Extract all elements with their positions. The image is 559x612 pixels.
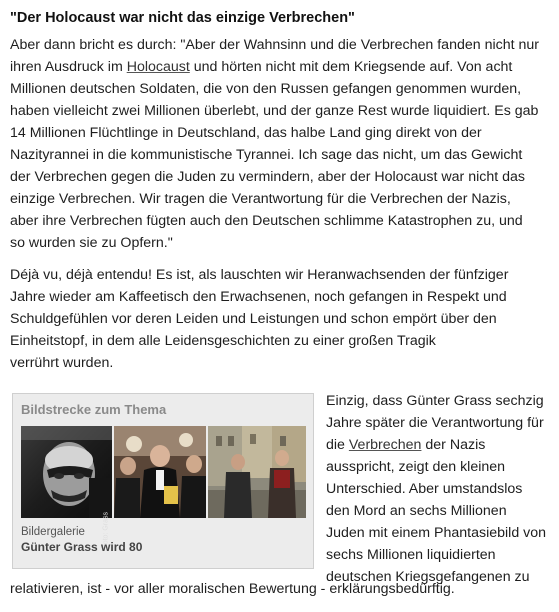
text-fragment: der Nazis bbox=[421, 437, 486, 453]
text-line: Jahre wieder am Kaffeetisch den Erwachsenen, noch gefangen in Respekt und bbox=[10, 289, 507, 305]
ceremony-photo-image bbox=[114, 426, 206, 518]
text-line: sechs Millionen liquidierten bbox=[326, 547, 496, 563]
text-line: verrührt wurden. bbox=[10, 355, 114, 371]
text-line: ausspricht, zeigt den kleinen bbox=[326, 459, 506, 475]
text-fragment: die bbox=[326, 437, 349, 453]
gallery-title-link[interactable]: Günter Grass wird 80 bbox=[21, 540, 143, 554]
text-line: der Verbrechen gegen die Juden zu vermindern, aber der Holocaust war nicht das bbox=[10, 169, 525, 185]
text-line bbox=[10, 56, 539, 78]
text-line: den Mord an sechs Millionen bbox=[326, 503, 507, 519]
text-line: Schuldgefühlen vor deren Leiden und Leistungen und schon empört über den bbox=[10, 311, 497, 327]
text-fragment: ihren Ausdruck im bbox=[10, 59, 127, 75]
text-line: 14 Millionen Flüchtlinge in Deutschland, das halbe Land ging direkt von der bbox=[10, 125, 482, 141]
holocaust-link[interactable]: Holocaust bbox=[126, 59, 190, 75]
text-line: einzige Verbrechen. Wir tragen die Verantwortung für die Verbrechen der Nazis, bbox=[10, 191, 511, 207]
text-line: Millionen deutschen Soldaten, die von den Russen gefangen genommen wurden, bbox=[10, 81, 522, 97]
paragraph-3-continued bbox=[10, 578, 455, 600]
text-line: haben vielleicht zwei Millionen überlebt, und der ganze Rest wurde liquidiert. Es gab bbox=[10, 103, 539, 119]
text-line: Jahre später die Verantwortung für bbox=[326, 415, 544, 431]
portrait-photo-image bbox=[21, 426, 112, 518]
text-line: so wurden sie zu Opfern." bbox=[10, 235, 173, 251]
text-line: Unterschied. Aber umstandslos bbox=[326, 481, 523, 497]
text-line: aber ihre Verbrechen fügten auch den Deutschen schlimme Katastrophen zu, und bbox=[10, 213, 523, 229]
headline: "Der Holocaust war nicht das einzige Verbrechen" bbox=[10, 10, 355, 26]
gallery-box[interactable] bbox=[12, 393, 314, 569]
gallery-thumbnail-street[interactable] bbox=[208, 426, 306, 518]
text-fragment: und hörten nicht mit dem Kriegsende auf. Von acht bbox=[189, 59, 513, 75]
text-line: relativieren, ist - vor aller moralischen Bewertung - erklärungsbedürftig. bbox=[10, 581, 455, 597]
paragraph-1 bbox=[10, 34, 539, 254]
paragraph-2 bbox=[10, 264, 508, 374]
text-line: Einzig, dass Günter Grass sechzig bbox=[326, 393, 544, 409]
street-photo-image bbox=[208, 426, 306, 518]
photo-credit: Foto: Grass bbox=[103, 512, 110, 549]
verbrechen-link[interactable]: Verbrechen bbox=[348, 437, 422, 453]
text-line: Juden mit einem Phantasiebild von bbox=[326, 525, 547, 541]
gallery-thumbnail-ceremony[interactable] bbox=[114, 426, 206, 518]
text-line: Einheitstopf, in dem alle Leidensgeschichten zu einer großen Tragik bbox=[10, 333, 436, 349]
gallery-type-label: Bildergalerie bbox=[21, 526, 85, 538]
paragraph-3 bbox=[326, 390, 546, 588]
text-line bbox=[326, 434, 546, 456]
text-line: Nazityrannei in die kommunistische Tyrannei. Ich sage das nicht, um das Gewicht bbox=[10, 147, 523, 163]
text-line: deutschen Kriegsgefangenen zu bbox=[326, 569, 530, 585]
gallery-heading: Bildstrecke zum Thema bbox=[21, 402, 167, 417]
text-line: Aber dann bricht es durch: "Aber der Wahnsinn und die Verbrechen fanden nicht nur bbox=[10, 37, 539, 53]
text-line: Déjà vu, déjà entendu! Es ist, als lauschten wir Heranwachsenden der fünfziger bbox=[10, 267, 509, 283]
